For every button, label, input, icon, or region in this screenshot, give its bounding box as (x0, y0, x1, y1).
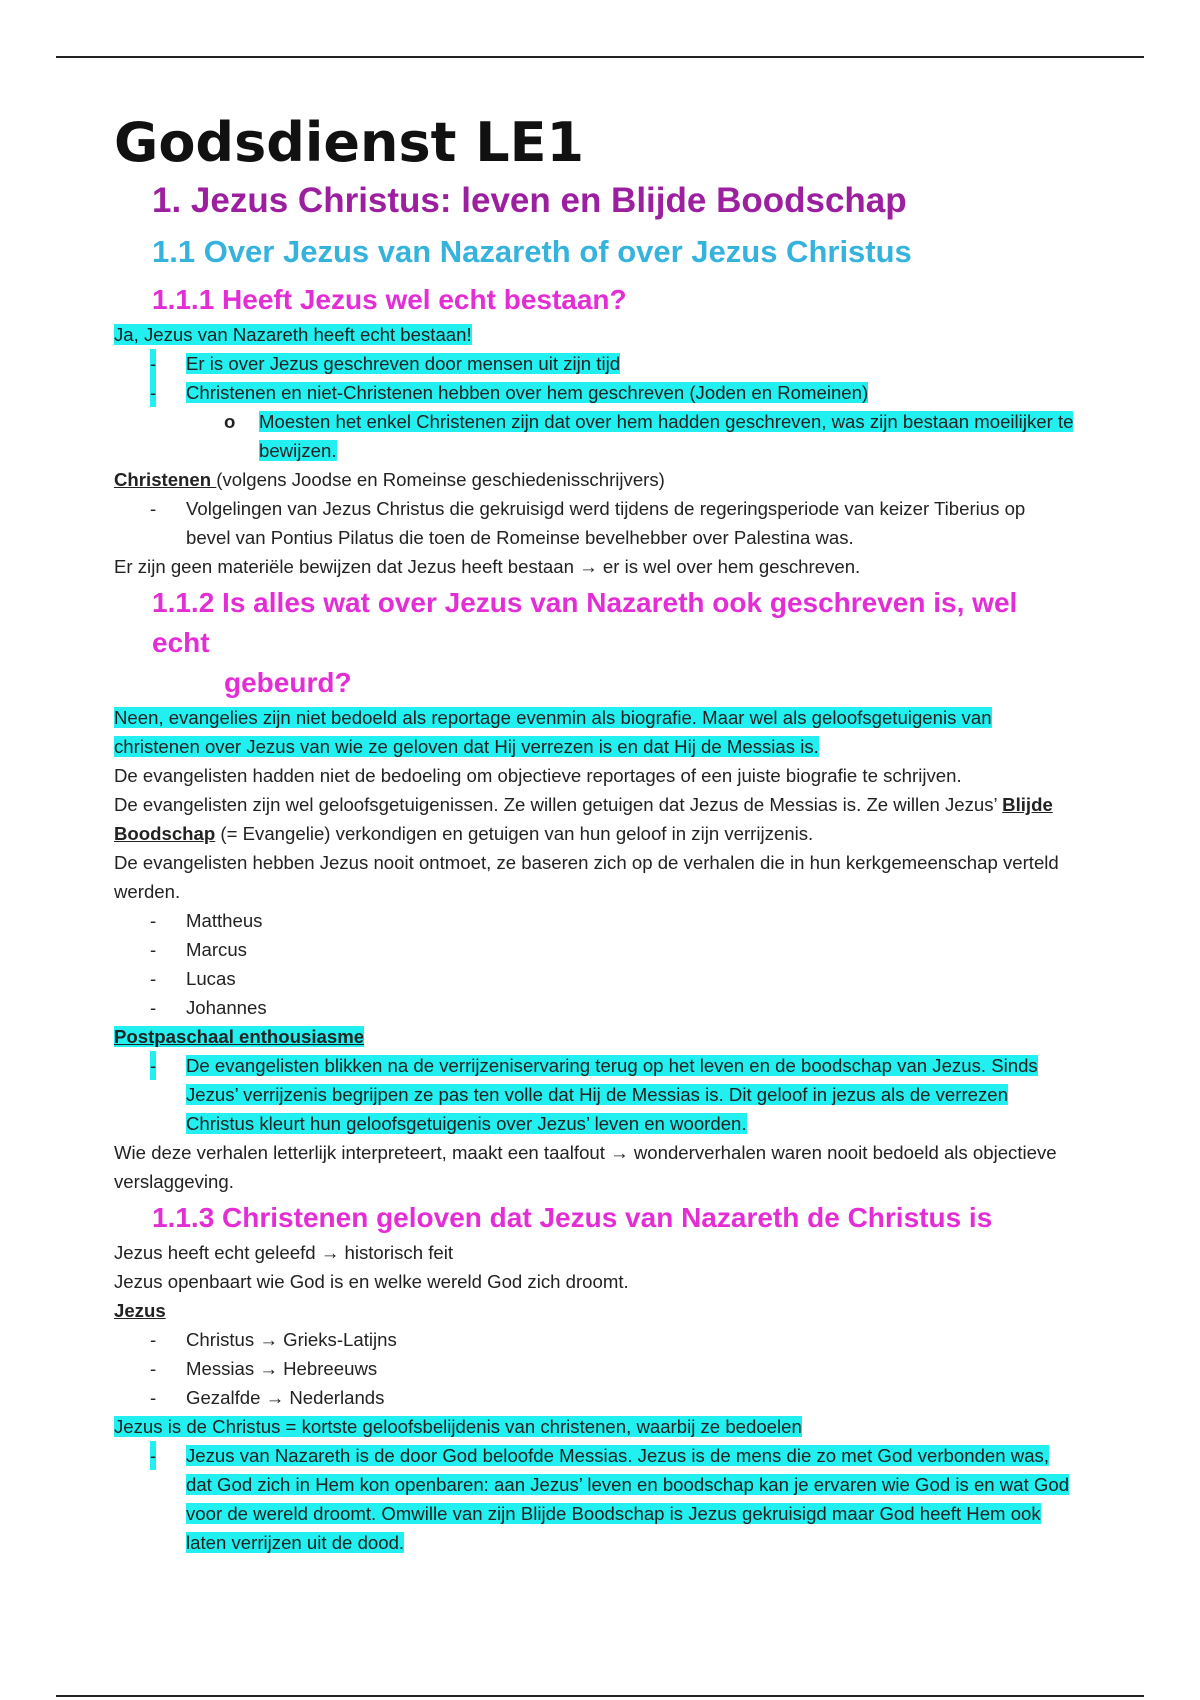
paragraph-112-3: De evangelisten hebben Jezus nooit ontmoet, ze baseren zich op de verhalen die in hun kerkgemeenschap verteld werden. (114, 852, 1059, 902)
page-title: Godsdienst LE1 (114, 111, 585, 174)
paragraph-113-2: Jezus openbaart wie God is en welke wereld God zich droomt. (114, 1271, 629, 1292)
subsection-heading-111: 1.1.1 Heeft Jezus wel echt bestaan? (152, 284, 627, 315)
document-page (114, 110, 1074, 1557)
list-item: - Messias → Hebreeuws (150, 1358, 378, 1379)
list-item: - Christus → Grieks-Latijns (150, 1329, 397, 1350)
subsection-heading-112: 1.1.2 Is alles wat over Jezus van Nazareth ook geschreven is, wel echt gebeurd? (152, 587, 1018, 698)
list-item: - Gezalfde → Nederlands (150, 1387, 385, 1408)
jezus-label: Jezus (114, 1300, 166, 1321)
christenen-paragraph: Christenen (volgens Joodse en Romeinse geschiedenisschrijvers) (114, 469, 665, 490)
top-rule (56, 56, 1144, 58)
answer-111: Ja, Jezus van Nazareth heeft echt bestaan! (114, 324, 472, 345)
paragraph-113-1: Jezus heeft echt geleefd → historisch feit (114, 1242, 453, 1263)
sub-list-item: o Moesten het enkel Christenen zijn dat over hem hadden geschreven, was zijn bestaan moeilijker te bewijzen. (224, 411, 1074, 461)
closing-112: Wie deze verhalen letterlijk interpreteert, maakt een taalfout → wonderverhalen waren nooit bedoeld als objectieve verslaggeving. (114, 1142, 1057, 1192)
paragraph-112-1: De evangelisten hadden niet de bedoeling om objectieve reportages of een juiste biografie te schrijven. (114, 765, 962, 786)
list-item: - Christenen en niet-Christenen hebben over hem geschreven (Joden en Romeinen) (114, 378, 1074, 407)
list-item: - Mattheus (150, 910, 263, 931)
christenen-list (114, 494, 1074, 552)
list-item: - Marcus (150, 939, 247, 960)
closing-111: Er zijn geen materiële bewijzen dat Jezus heeft bestaan → er is wel over hem geschreven. (114, 556, 861, 577)
answer-112: Neen, evangelies zijn niet bedoeld als reportage evenmin als biografie. Maar wel als geloofsgetuigenis van christenen over Jezus van wie ze geloven dat Hij verrezen is en dat Hij de Messias is. (114, 707, 992, 757)
list-item: - Er is over Jezus geschreven door mensen uit zijn tijd (114, 349, 1074, 378)
list-item: - Johannes (150, 997, 267, 1018)
subsection-heading-113: 1.1.3 Christenen geloven dat Jezus van Nazareth de Christus is (152, 1202, 993, 1233)
postpaschaal-label: Postpaschaal enthousiasme (114, 1026, 365, 1047)
list-item: - De evangelisten blikken na de verrijzeniservaring terug op het leven en de boodschap van Jezus. Sinds Jezus’ verrijzenis begrijpen ze pas ten volle dat Hij de Messias is. Dit geloof in jezus als de verrezen Christus kleurt hun geloofsgetuigenis over Jezus’ leven en woorden. (114, 1051, 1074, 1138)
evangelist-list (114, 906, 1074, 1022)
list-item: - Volgelingen van Jezus Christus die gekruisigd werd tijdens de regeringsperiode van keizer Tiberius op bevel van Pontius Pilatus die toen de Romeinse bevelhebber over Palestina was. (150, 498, 1026, 548)
paragraph-112-2: De evangelisten zijn wel geloofsgetuigenissen. Ze willen getuigen dat Jezus de Messias is. Ze willen Jezus’ Blijde Boodschap (= Evangelie) verkondigen en getuigen van hun geloof in zijn verrijzenis. (114, 794, 1053, 844)
postpaschaal-list (114, 1051, 1074, 1138)
list-item: - Jezus van Nazareth is de door God beloofde Messias. Jezus is de mens die zo met God verbonden was, dat God zich in Hem kon openbaren: aan Jezus’ leven en boodschap kan je ervaren wie God is en wat God voor de wereld droomt. Omwille van zijn Blijde Boodschap is Jezus gekruisigd maar God heeft Hem ook laten verrijzen uit de dood. (114, 1441, 1074, 1557)
chapter-heading: 1. Jezus Christus: leven en Blijde Boodschap (152, 181, 907, 220)
names-list (114, 1325, 1074, 1412)
bullet-list-111 (114, 349, 1074, 465)
answer-113: Jezus is de Christus = kortste geloofsbelijdenis van christenen, waarbij ze bedoelen (114, 1416, 802, 1437)
final-list (114, 1441, 1074, 1557)
section-heading: 1.1 Over Jezus van Nazareth of over Jezus Christus (152, 234, 912, 269)
bottom-rule (56, 1695, 1144, 1697)
list-item: - Lucas (150, 968, 236, 989)
